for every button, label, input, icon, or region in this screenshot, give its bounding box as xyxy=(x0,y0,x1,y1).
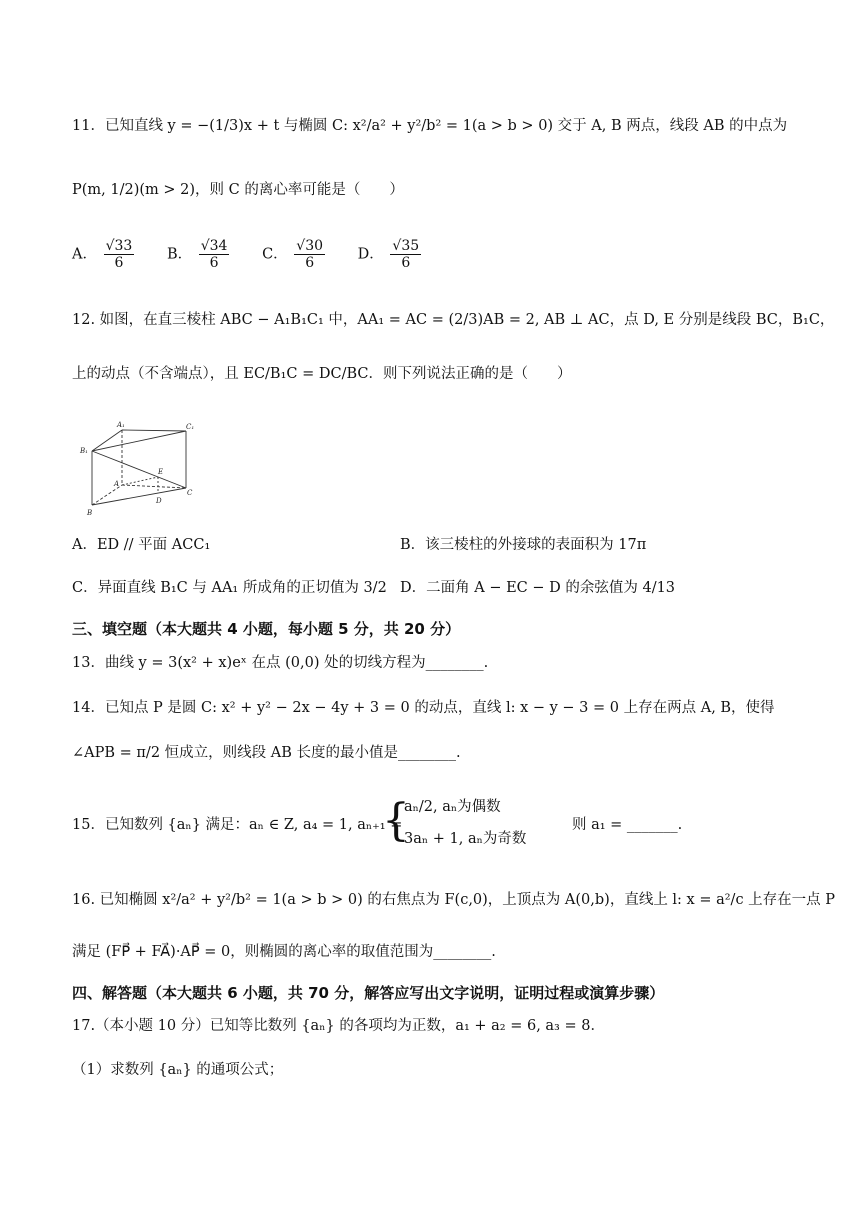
label-d: D xyxy=(156,497,162,505)
q12-option-b[interactable]: B．该三棱柱的外接球的表面积为 17π xyxy=(400,537,647,553)
edge-b1c xyxy=(92,451,186,488)
label-b: B xyxy=(87,509,93,517)
edge-bc xyxy=(92,488,186,505)
option-fraction xyxy=(390,238,421,271)
fraction-numerator: √34 xyxy=(200,238,228,254)
fraction-numerator: √30 xyxy=(296,238,324,254)
segment-ae xyxy=(122,477,158,485)
section-3-heading: 三、填空题（本大题共 4 小题，每小题 5 分，共 20 分） xyxy=(72,620,461,638)
q15-suffix: 则 a₁ = _______. xyxy=(572,817,683,833)
option-fraction xyxy=(104,238,135,271)
fraction-numerator: √33 xyxy=(105,238,133,254)
q13: 13．曲线 y = 3(x² + x)eˣ 在点 (0,0) 处的切线方程为________. xyxy=(72,655,489,671)
q11-option-a[interactable] xyxy=(72,238,136,271)
q17-line1: 17.（本小题 10 分）已知等比数列 {aₙ} 的各项均为正数，a₁ + a₂ = 6, a₃ = 8． xyxy=(72,1018,605,1034)
q14-line1: 14．已知点 P 是圆 C: x² + y² − 2x − 4y + 3 = 0 的动点，直线 l: x − y − 3 = 0 上存在两点 A, B，使得 xyxy=(72,700,775,716)
q11-line2: P(m, 1/2)(m > 2)，则 C 的离心率可能是（ ） xyxy=(72,182,404,198)
option-fraction xyxy=(199,238,230,271)
edge-a1c1 xyxy=(122,430,186,431)
q15-case2: 3aₙ + 1, aₙ为奇数 xyxy=(404,831,527,847)
fraction-denominator: 6 xyxy=(305,255,315,272)
q11-line1: 11．已知直线 y = −(1/3)x + t 与椭圆 C: x²/a² + y²/b² = 1(a > b > 0) 交于 A, B 两点，线段 AB 的中点为 xyxy=(72,118,788,134)
q12-option-d[interactable]: D．二面角 A − EC − D 的余弦值为 4/13 xyxy=(400,580,676,596)
q12-line1: 12. 如图，在直三棱柱 ABC − A₁B₁C₁ 中，AA₁ = AC = (2/3)AB = 2, AB ⊥ AC，点 D, E 分别是线段 BC，B₁C， xyxy=(72,312,835,328)
label-b1: B₁ xyxy=(80,447,88,455)
fraction-denominator: 6 xyxy=(401,255,411,272)
fraction-numerator: √35 xyxy=(392,238,420,254)
label-a: A xyxy=(114,480,120,488)
q17-part1: （1）求数列 {aₙ} 的通项公式； xyxy=(72,1062,284,1078)
fraction-denominator: 6 xyxy=(209,255,219,272)
q11-option-d[interactable] xyxy=(358,238,424,271)
q11-option-c[interactable] xyxy=(262,238,327,271)
label-c: C xyxy=(187,489,193,497)
label-a1: A₁ xyxy=(117,421,125,429)
q15-prefix: 15．已知数列 {aₙ} 满足：aₙ ∈ Z, a₄ = 1, aₙ₊₁ = xyxy=(72,817,403,833)
q15-case1: aₙ/2, aₙ为偶数 xyxy=(404,799,501,815)
q11-option-b[interactable] xyxy=(167,238,232,271)
q15 xyxy=(72,795,800,851)
q12-option-c[interactable]: C．异面直线 B₁C 与 AA₁ 所成角的正切值为 3/2 xyxy=(72,580,387,596)
option-label: C． xyxy=(262,246,288,263)
q12-line2: 上的动点（不含端点），且 EC/B₁C = DC/BC．则下列说法正确的是（ ） xyxy=(72,366,572,382)
edge-ac xyxy=(122,485,186,488)
option-label: B． xyxy=(166,246,193,263)
label-c1: C₁ xyxy=(186,423,195,431)
prism-figure xyxy=(78,418,198,522)
q14-line2: ∠APB = π/2 恒成立，则线段 AB 长度的最小值是________. xyxy=(72,745,461,761)
option-fraction xyxy=(294,238,325,271)
section-4-heading: 四、解答题（本大题共 6 小题，共 70 分，解答应写出文字说明，证明过程或演算步骤） xyxy=(72,984,665,1002)
label-e: E xyxy=(158,468,164,476)
q12-option-a[interactable]: A．ED // 平面 ACC₁ xyxy=(72,537,211,553)
option-label: A． xyxy=(72,246,97,263)
q16-line1: 16. 已知椭圆 x²/a² + y²/b² = 1(a > b > 0) 的右焦点为 F(c,0)，上顶点为 A(0,b)，直线上 l: x = a²/c 上存在一点 P xyxy=(72,892,836,908)
option-label: D． xyxy=(357,246,384,263)
q11-options xyxy=(72,238,800,271)
fraction-denominator: 6 xyxy=(114,255,124,272)
q15-brace: { xyxy=(382,795,410,846)
q16-line2: 满足 (FP⃗ + FA⃗)·AP⃗ = 0，则椭圆的离心率的取值范围为________. xyxy=(72,944,496,960)
